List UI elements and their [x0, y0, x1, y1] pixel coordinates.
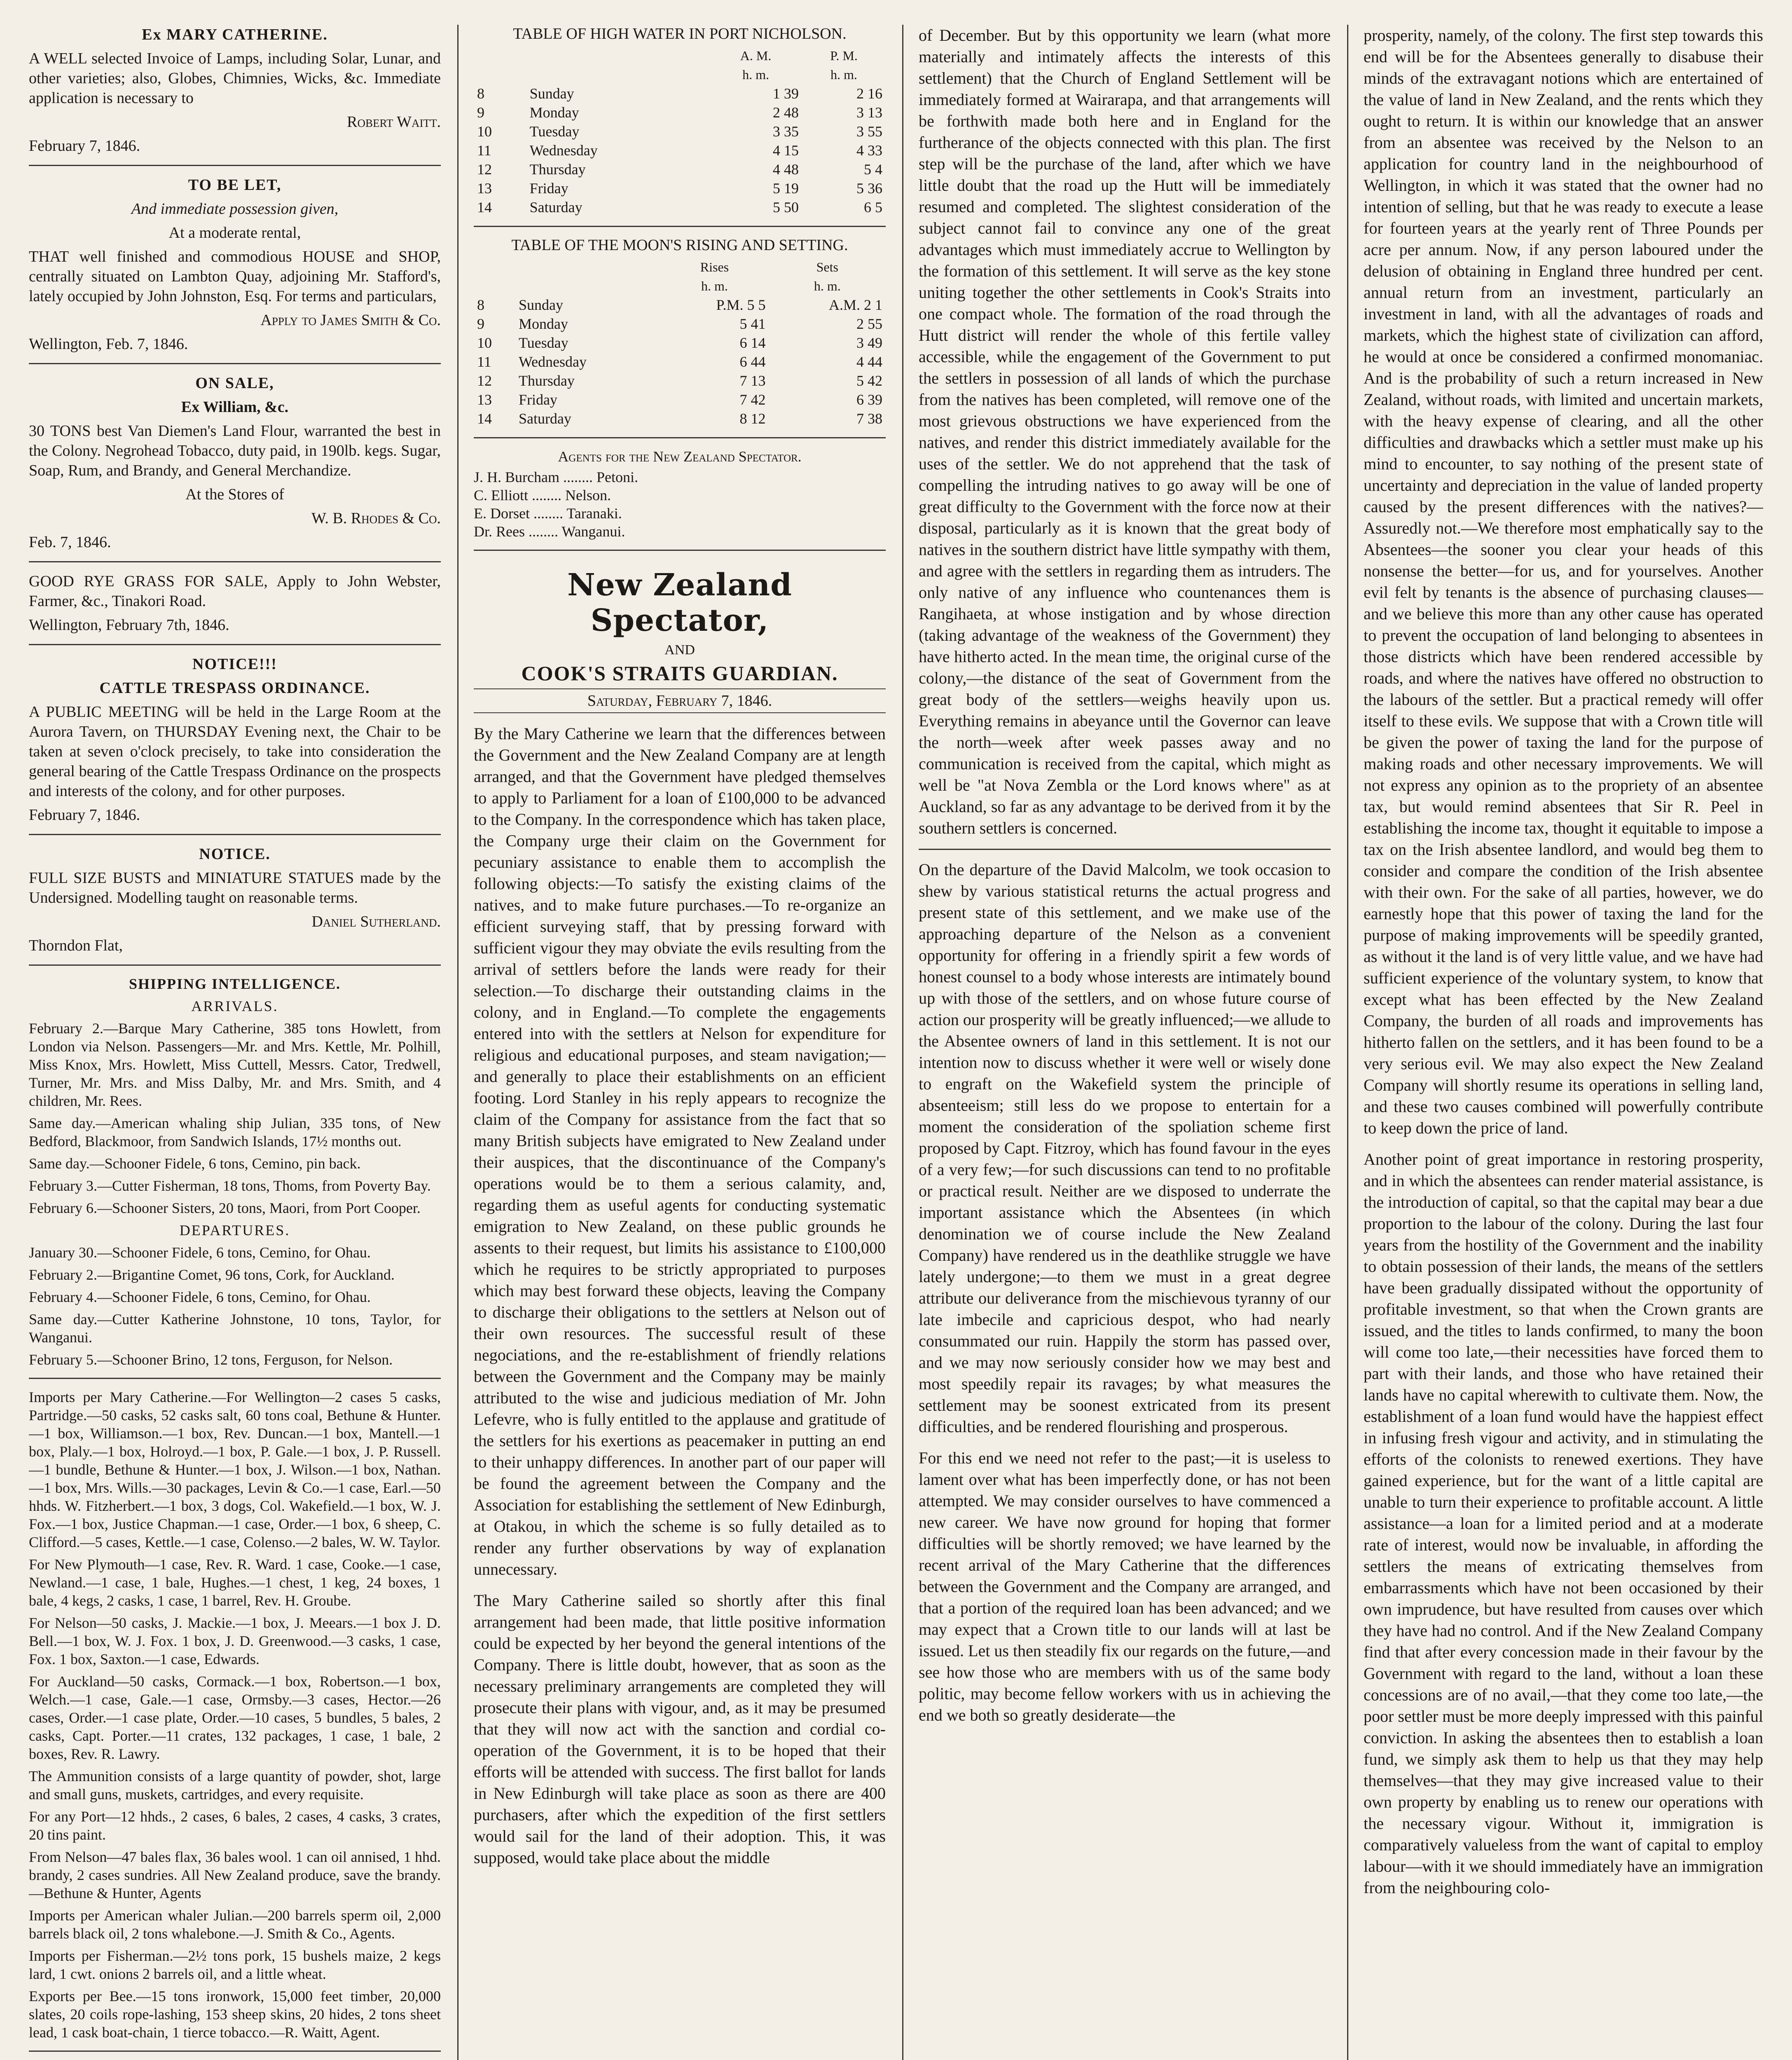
agent-place: Nelson. [565, 487, 611, 503]
ad-sale-subheading: Ex William, &c. [181, 398, 289, 416]
table-row [474, 103, 886, 122]
moon-sets: A.M. 2 1 [828, 297, 882, 313]
column-editorial-3 [1364, 25, 1763, 2060]
tide-unit: h. m. [830, 67, 857, 82]
ad-grass-date: Wellington, February 7th, 1846. [29, 616, 229, 634]
moon-col [515, 258, 660, 276]
tide-day-number: 8 [477, 85, 484, 102]
tide-table-header [474, 46, 886, 65]
divider [29, 165, 441, 166]
tide-pm: 3 13 [856, 104, 882, 121]
table-row [474, 141, 886, 160]
agent-name: E. Dorset [474, 505, 530, 522]
tide-day: Tuesday [529, 123, 580, 140]
list-item: E. Dorset ........ Taranaki. [474, 505, 622, 522]
tide-pm: 4 33 [856, 142, 882, 159]
masthead-and: AND [664, 642, 695, 658]
editorial-paragraph: By the Mary Catherine we learn that the differences between the Government and the New Zealand Company are at length arranged, and that the Government have pledged themselves to apply to Parliament for a loan of £100,000 to be advanced to the Company. In the correspondence which has taken place, the Company urge their claim on the Government for pecuniary assistance to enable them to accomplish the following objects:—To satisfy the existing claims of the natives, and to make future purchases.—To re-organize an efficient surveying staff, that by pressing forward with sufficient vigour they may obviate the evils resulting from the arrival of settlers before the lands were ready for their selection.—To discharge their outstanding claims in the colony, and in England.—To complete the engagements entered into with the settlers at Nelson for expenditure for religious and educational purposes, and steam navigation;—and generally to place their establishments on an efficient footing. Lord Stanley in his reply appears to recognize the claim of the Company for assistance from the fact that so many British subjects have emigrated to New Zealand under their auspices, that the discontinuance of the Company's operations would be to them a serious calamity, and, regarding them as useful agents for conducting systematic emigration to New Zealand, on these public grounds he assents to their request, but limits his assistance to £100,000 which he requires to be strictly appropriated to purposes which may best forward these objects, leaving the Company to discharge their obligations to the settlers at Nelson out of their own resources. The successful result of these negociations, and the re-establishment of friendly relations between the Government and the Company may be mainly attributed to the wise and judicious mediation of Mr. John Lefevre, who is fully entitled to the applause and gratitude of the settlers for his exertions as peacemaker in putting an end to their unhappy differences. In another part of our paper will be found the agreement between the Company and the Association for establishing the settlement of New Edinburgh, at Otakou, in which the scheme is so fully detailed as to render any further observations by way of explanation unnecessary. [474, 724, 886, 1578]
tide-pm: 5 36 [856, 180, 882, 197]
moon-col: Rises [700, 260, 729, 274]
agent-place: Wanganui. [561, 523, 625, 540]
moon-table-units [474, 276, 886, 295]
ad-catherine-text: A WELL selected Invoice of Lamps, including Solar, Lunar, and other varieties; also, Globes, Chimnies, Wicks, &c. Immediate application is necessary to [29, 50, 441, 107]
ad-cattle-text: A PUBLIC MEETING will be held in the Large Room at the Aurora Tavern, on THURSDAY Evening next, the Chair to be taken at seven o'clock precisely, to take into consideration the general bearing of the Cattle Trespass Ordinance on the prospects and interests of the colony, and for other purposes. [29, 703, 441, 800]
moon-sets: 4 44 [856, 353, 882, 370]
table-row [474, 122, 886, 141]
exports-entry: Exports per Bee.—15 tons ironwork, 15,000 feet timber, 20,000 slates, 20 coils rope-lashing, 153 sheep skins, 20 hides, 2 tons sheet lead, 1 cask boat-chain, 1 tierce tobacco.—R. Waitt, Agent. [29, 1988, 441, 2041]
moon-day-number: 14 [477, 410, 492, 427]
ad-let-rent: At a moderate rental, [168, 224, 301, 241]
ad-sale-heading: ON SALE, [195, 375, 274, 392]
list-item: J. H. Burcham ........ Petoni. [474, 469, 638, 485]
moon-day: Saturday [518, 410, 571, 427]
agent-name: C. Elliott [474, 487, 529, 503]
tide-am: 4 48 [772, 161, 799, 178]
moon-day-number: 12 [477, 372, 492, 389]
divider [919, 849, 1331, 850]
moon-rises: P.M. 5 5 [716, 297, 766, 313]
moon-rises: 6 14 [739, 335, 766, 351]
tide-am: 5 19 [772, 180, 799, 197]
ad-sale-signature: W. B. Rhodes & Co. [311, 510, 441, 527]
moon-rises: 6 44 [739, 353, 766, 370]
tide-table-heading: TABLE OF HIGH WATER IN PORT NICHOLSON. [513, 25, 847, 42]
moon-sets: 7 38 [856, 410, 882, 427]
moon-unit [474, 276, 515, 295]
table-row [474, 390, 886, 409]
agents-list [474, 447, 886, 541]
tide-col [474, 46, 526, 65]
imports-entry: For New Plymouth—1 case, Rev. R. Ward. 1 case, Cooke.—1 case, Newland.—1 case, 1 bale, Hughes.—1 chest, 1 keg, 24 boxes, 1 bale, 4 kegs, 2 casks, 1 case, 1 barrel, Rev. H. Groube. [29, 1556, 441, 1609]
tide-am: 4 15 [772, 142, 799, 159]
moon-unit [515, 276, 660, 295]
imports-entry: For any Port—12 hhds., 2 cases, 6 bales, 2 cases, 4 casks, 3 crates, 20 tins paint. [29, 1808, 441, 1843]
moon-day-number: 9 [477, 316, 484, 332]
table-row [474, 409, 886, 428]
table-row [474, 179, 886, 198]
shipping-section [29, 975, 441, 2060]
departures-heading: DEPARTURES. [179, 1222, 290, 1238]
moon-sets: 3 49 [856, 335, 882, 351]
tide-pm: 5 4 [864, 161, 882, 178]
tide-day: Saturday [529, 199, 583, 215]
table-row [474, 371, 886, 390]
ad-busts-text: FULL SIZE BUSTS and MINIATURE STATUES made by the Undersigned. Modelling taught on reasonable terms. [29, 869, 441, 906]
moon-day: Thursday [518, 372, 575, 389]
moon-unit: h. m. [701, 279, 728, 293]
tide-unit: h. m. [742, 67, 769, 82]
ad-busts-signature: Daniel Sutherland. [311, 913, 441, 930]
tide-col: A. M. [740, 48, 772, 63]
divider [29, 644, 441, 645]
arrival-entry: February 6.—Schooner Sisters, 20 tons, Maori, from Port Cooper. [29, 1200, 421, 1216]
ad-let-subheading: And immediate possession given, [131, 200, 339, 218]
ad-notice2-heading: NOTICE. [199, 845, 271, 863]
editorial-paragraph: of December. But by this opportunity we learn (what more materially and intimately affects the interests of this settlement) that the Church of England Settlement will be immediately formed at Wairarapa, and that arrangements will be forthwith made both here and in England for the furtherance of the objects connected with this plan. The first step will be the purchase of the land, after which we have little doubt that the road up the Hutt will be immediately resumed and completed. The slightest consideration of the subject cannot fail to convince any one of the great advantages which must immediately accrue to Wellington by the formation of this settlement. It will serve as the key stone uniting together the other settlements in Cook's Straits into one compact whole. The formation of the road through the Hutt district will render the whole of this fertile valley accessible, while the engagement of the Government to put the settlers in possession of all lands of which the purchase from the natives has been completed, will remove one of the most grievous obstructions we have experienced from the natives, and render this district immediately available for the uses of the settler. We do not apprehend that the task of compelling the intruding natives to go away will be one of great difficulty to the Government with the force now at their disposal, particularly as it is known that the great body of natives in the southern district have little sympathy with them, and agree with the settlers in regarding them as intruders. The only native of any influence who countenances them is Rangihaeta, at whose instigation and by whose direction (taking advantage of the weakness of the Government) they have hitherto acted. In the mean time, the original curse of the colony,—the distance of the seat of Government from the great body of the settlers—weighs heavily upon us. Everything remains in abeyance until the Governor can leave the north—week after week passes away and no communication is received from the capital, which might as well be "at Nova Zembla or the Lord knows where" as at Auckland, so far as any advantage to be derived from it by the southern settlers is concerned. [919, 26, 1331, 837]
divider [29, 2051, 441, 2052]
moon-day-number: 8 [477, 297, 484, 313]
moon-day-number: 13 [477, 391, 492, 408]
masthead-subtitle: COOK'S STRAITS GUARDIAN. [521, 662, 838, 685]
tide-pm: 2 16 [856, 85, 882, 102]
tide-day: Monday [529, 104, 579, 121]
divider [29, 561, 441, 562]
tide-pm: 3 55 [856, 123, 882, 140]
moon-sets: 5 42 [856, 372, 882, 389]
arrival-entry: February 3.—Cutter Fisherman, 18 tons, Thoms, from Poverty Bay. [29, 1177, 431, 1194]
ad-catherine-heading: Ex MARY CATHERINE. [142, 26, 328, 43]
moon-day: Wednesday [518, 353, 587, 370]
ad-catherine-signature: Robert Waitt. [347, 113, 441, 131]
departure-entry: February 2.—Brigantine Comet, 96 tons, Cork, for Auckland. [29, 1266, 395, 1283]
ad-let-date: Wellington, Feb. 7, 1846. [29, 335, 188, 353]
tide-am: 5 50 [772, 199, 799, 215]
imports-entry: Imports per American whaler Julian.—200 barrels sperm oil, 2,000 barrels black oil, 2 tons whalebone.—J. Smith & Co., Agents. [29, 1907, 441, 1942]
imports-entry: For Nelson—50 casks, J. Mackie.—1 box, J. Meears.—1 box J. D. Bell.—1 box, W. J. Fox. 1 box, J. D. Greenwood.—3 casks, 1 case, Fox. 1 box, Saxton.—1 case, Edwards. [29, 1615, 441, 1667]
tide-pm: 6 5 [864, 199, 882, 215]
agent-place: Petoni. [596, 469, 638, 485]
divider [29, 834, 441, 835]
tide-table [474, 46, 886, 217]
divider [474, 226, 886, 227]
column-rule [902, 25, 903, 2060]
imports-entry: Imports per Mary Catherine.—For Wellington—2 cases 5 casks, Partridge.—50 casks, 52 casks salt, 60 tons coal, Bethune & Hunter.—1 box, Williamson.—1 box, Rev. Duncan.—1 box, Mantell.—1 box, Plaly.—1 box, Holroyd.—1 box, P. Gale.—1 box, J. P. Russell.—1 bundle, Bethune & Hunter.—1 box, J. Wilson.—1 box, Nathan.—1 box, Mrs. Wills.—30 packages, Levin & Co.—1 case, Earl.—50 hhds. W. Fitzherbert.—1 box, 3 dogs, Col. Wakefield.—1 box, W. J. Fox.—1 box, Justice Chapman.—1 case, Order.—1 box, 6 sheep, C. Clifford.—5 cases, Kettle.—1 case, Colenso.—2 bales, W. W. Taylor. [29, 1389, 441, 1550]
arrival-entry: Same day.—American whaling ship Julian, 335 tons, of New Bedford, Blackmoor, from Sandwich Islands, 17½ months out. [29, 1115, 441, 1149]
moon-rises: 8 12 [739, 410, 766, 427]
table-row [474, 198, 886, 217]
editorial-paragraph: prosperity, namely, of the colony. The first step towards this end will be for the Absentees generally to disabuse their minds of the extravagant notions which are entertained of the value of land in New Zealand, and the rents which they ought to return. It is within our knowledge that an answer from an absentee was received by the Nelson to an application for country land in the neighbourhood of Wellington, in which it was stated that the owner had no intention of selling, but that he was ready to execute a lease for fourteen years at the yearly rent of Three Pounds per acre per annum. Now, if any person laboured under the delusion of obtaining in England three hundred per cent. annual return from an investment, particularly an investment in land, with all the advantages of roads and markets, which the highest state of civilization can afford, he would at once be considered a confirmed monomaniac. And is the probability of such a return increased in New Zealand, without roads, with limited and uncertain markets, with the heavy expense of clearing, and all the other difficulties and drawbacks which a settler must make up his mind to encounter, to say nothing of the present state of uncertainty and depreciation in the value of landed property caused by the present differences with the natives?—Assuredly not.—We therefore most emphatically say to the Absentees—the sooner you clear your heads of this nonsense the better—for us, and for yourselves. Another evil felt by tenants is the absence of purchasing clauses—and we believe this more than any other cause has operated to prevent the occupation of land belonging to absentees in those districts which have been rendered accessible by roads, and where the natives have offered no obstruction to the labours of the settler. But a practical remedy will offer itself to these evils. We suppose that with a Crown title will be given the power of taxing the land for the purpose of making roads and other necessary improvements. We will not express any opinion as to the propriety of an absentee tax, but would remind absentees that Sir R. Peel in establishing the income tax, thought it equitable to impose a tax on the Irish absentee landlord, and would beg them to consider and compare the condition of the Irish absentee with their own. For the sake of all parties, however, we do earnestly hope that this power of taxing the land for the purpose of making improvements will be speedily granted, as without it the land is of very little value, and we have had sufficient experience of the voluntary system, to know that except what has been effected by the New Zealand Company, the burden of all roads and improvements has hitherto fallen on the settlers, and it has been found to be a very serious evil. We may also expect the New Zealand Company will shortly resume its operations in selling land, and these two causes combined will powerfully contribute to keep down the price of land. [1364, 26, 1763, 1137]
ad-cattle-date: February 7, 1846. [29, 806, 140, 824]
moon-day-number: 11 [477, 353, 491, 370]
divider [474, 437, 886, 438]
column-editorial-2 [919, 25, 1331, 2060]
moon-day: Sunday [518, 297, 563, 313]
moon-rises: 7 42 [739, 391, 766, 408]
editorial-paragraph: For this end we need not refer to the past;—it is useless to lament over what has been imperfectly done, or has not been attempted. We may consider ourselves to have commenced a new career. We have now ground for hoping that former difficulties will be shortly removed; we have learned by the recent arrival of the Mary Catherine that the differences between the Government and the Company are arranged, and that a portion of the required loan has been advanced; and we may expect that a Crown title to our lands will at last be issued. Let us then steadily fix our regards on the future,—and see how those who are members with us of the same body politic, may become fellow workers with us in achieving the end we both so greatly desiderate—the [919, 1449, 1331, 1724]
table-row [474, 295, 886, 314]
tide-am: 2 48 [772, 104, 799, 121]
shipping-heading: SHIPPING INTELLIGENCE. [129, 976, 341, 992]
moon-day: Tuesday [518, 335, 568, 351]
moon-day: Friday [518, 391, 557, 408]
editorial-paragraph: On the departure of the David Malcolm, we took occasion to shew by various statistical returns the actual progress and present state of this settlement, and we make use of the approaching departure of the Nelson as a convenient opportunity for offering in a friendly spirit a few words of honest counsel to a body whose interests are intimately bound up with those of the settlers, and on whose future course of action our prosperity will be greatly influenced;—we allude to the Absentee owners of land in this settlement. It is not our intention now to discuss whether it were well or wisely done to engraft on the Wakefield system the principle of absenteeism; still less do we propose to entertain for a moment the consideration of the spoliation scheme first proposed by Capt. Fitzroy, which has found favour in the eyes of a very few;—for such discussions can tend to no profitable or practical result. Neither are we disposed to underrate the important assistance which the Absentees (in which denomination we of course include the New Zealand Company) have rendered us in the deathlike struggle we have lately undergone;—to them we must in a great degree attribute our deliverance from the mischievous tyranny of our late imbecile and capricious despot, who had nearly consummated our ruin. Happily the storm has passed over, and we may now seriously consider how we may best and most speedily repair its ravages; by what measures the settlement may be soonest extricated from its present difficulties, and be rendered flourishing and prosperous. [919, 860, 1331, 1436]
issue-date: Saturday, February 7, 1846. [474, 688, 886, 713]
ad-grass-text: GOOD RYE GRASS FOR SALE, Apply to John Webster, Farmer, &c., Tinakori Road. [29, 573, 441, 610]
table-row [474, 333, 886, 352]
divider [29, 964, 441, 966]
departure-entry: February 5.—Schooner Brino, 12 tons, Ferguson, for Nelson. [29, 1351, 393, 1368]
tide-am: 1 39 [772, 85, 799, 102]
tide-day-number: 10 [477, 123, 492, 140]
departure-entry: January 30.—Schooner Fidele, 6 tons, Cemino, for Ohau. [29, 1244, 371, 1261]
tide-unit [474, 65, 526, 84]
agent-name: J. H. Burcham [474, 469, 559, 485]
imports-entry: Imports per Fisherman.—2½ tons pork, 15 bushels maize, 2 kegs lard, 1 cwt. onions 2 barrels oil, and a little wheat. [29, 1948, 441, 1982]
departure-entry: Same day.—Cutter Katherine Johnstone, 10 tons, Taylor, for Wanganui. [29, 1311, 441, 1346]
moon-sets: 6 39 [856, 391, 882, 408]
agent-name: Dr. Rees [474, 523, 525, 540]
tide-day: Wednesday [529, 142, 598, 159]
arrival-entry: February 2.—Barque Mary Catherine, 385 tons Howlett, from London via Nelson. Passengers—Mr. and Mrs. Kettle, Mr. Polhill, Miss Knox, Mrs. Howlett, Miss Cuttell, Messrs. Cator, Tredwell, Turner, Mr. Mrs. and Miss Dalby, Mr. and Mrs. Smith, and 4 children, Mr. Rees. [29, 1020, 441, 1109]
list-item: Dr. Rees ........ Wanganui. [474, 523, 625, 540]
moon-rises: 7 13 [739, 372, 766, 389]
ad-sale-date: Feb. 7, 1846. [29, 534, 111, 551]
moon-table [474, 258, 886, 428]
moon-col [474, 258, 515, 276]
ad-sale-stores: At the Stores of [185, 486, 284, 503]
column-editorial-1 [474, 25, 886, 2060]
column-advertisements [29, 25, 441, 2060]
ad-cattle-heading: CATTLE TRESPASS ORDINANCE. [99, 679, 370, 697]
ad-notice-heading: NOTICE!!! [192, 655, 277, 673]
editorial-paragraph: The Mary Catherine sailed so shortly after this final arrangement had been made, that little positive information could be expected by her beyond the general intentions of the Company. There is little doubt, however, that as soon as the necessary preliminary arrangements are completed they will prosecute their plans with vigour, and, as it may be presumed that they will now act with the sanction and cordial co-operation of the Government, it is to be hoped that their efforts will be attended with success. The first ballot for lands in New Edinburgh will take place as soon as there are 400 purchasers, after which the expedition of the first settlers would sail for the land of their adoption. This, it was supposed, would take place about the middle [474, 1591, 886, 1867]
table-row [474, 160, 886, 179]
tide-am: 3 35 [772, 123, 799, 140]
ad-let-apply: Apply to James Smith & Co. [260, 311, 441, 329]
moon-col: Sets [816, 260, 838, 274]
divider [474, 550, 886, 551]
ad-let-text: THAT well finished and commodious HOUSE and SHOP, centrally situated on Lambton Quay, adjoining Mr. Stafford's, lately occupied by John Johnston, Esq. For terms and particulars, [29, 248, 441, 305]
moon-day-number: 10 [477, 335, 492, 351]
imports-entry: The Ammunition consists of a large quantity of powder, shot, large and small guns, muskets, cartridges, and every requisite. [29, 1768, 441, 1802]
editorial-paragraph: Another point of great importance in restoring prosperity, and in which the absentees can render material assistance, is the introduction of capital, so that the capital may bear a due proportion to the labour of the colony. During the last four years from the hostility of the Government and the inability to obtain possession of their lands, the means of the settlers have been gradually dissipated without the opportunity of profitable investment, so that when the Crown grants are issued, and the titles to lands confirmed, to many the boon will come too late,—their necessities have forced them to part with their lands, and those who have retained their lands have no capital wherewith to cultivate them. Now, the establishment of a loan fund would have the happiest effect in infusing fresh vigour and activity, and in stimulating the efforts of the colonists to renewed exertions. They have gained experience, but for the want of a little capital are unable to turn their experience to profitable account. A little assistance—a loan for a limited period and at a moderate rate of interest, would now be invaluable, in affording the settlers the means of extricating themselves from embarrassments which have not been occasioned by their own imprudence, but have resulted from causes over which they have had no control. And if the New Zealand Company find that after every concession made in their favour by the Government with regard to the land, without a loan these concessions are of no avail,—that they come too late,—the poor settler must be more deeply impressed with this painful conviction. In asking the absentees then to establish a loan fund, we simply ask them to help us that they may help themselves—that they may give increased value to their own property by enabling us to renew our operations with the necessary vigour. Without it, immigration is comparatively valueless from the want of capital to employ labour—with it we should immediately have an immigration from the neighbouring colo- [1364, 1150, 1763, 1897]
moon-day: Monday [518, 316, 568, 332]
column-rule [1347, 25, 1348, 2060]
newspaper-page [29, 25, 1763, 2060]
tide-day: Friday [529, 180, 568, 197]
table-row [474, 314, 886, 333]
ad-catherine-date: February 7, 1846. [29, 137, 140, 154]
divider [29, 363, 441, 364]
tide-day-number: 12 [477, 161, 492, 178]
ad-busts-place: Thorndon Flat, [29, 937, 123, 954]
tide-unit [526, 65, 709, 84]
imports-entry: From Nelson—47 bales flax, 36 bales wool. 1 can oil annised, 1 hhd. brandy, 2 cases sundries. All New Zealand produce, save the brandy.—Bethune & Hunter, Agents [29, 1849, 441, 1901]
newspaper-masthead: New Zealand Spectator, [567, 567, 792, 638]
tide-table-units [474, 65, 886, 84]
tide-day-number: 13 [477, 180, 492, 197]
departure-entry: February 4.—Schooner Fidele, 6 tons, Cemino, for Ohau. [29, 1289, 371, 1305]
column-rule [457, 25, 459, 2060]
table-row [474, 352, 886, 371]
moon-unit: h. m. [814, 279, 841, 293]
list-item: C. Elliott ........ Nelson. [474, 487, 611, 503]
moon-sets: 2 55 [856, 316, 882, 332]
ad-let-heading: TO BE LET, [188, 176, 282, 194]
imports-entry: For Auckland—50 casks, Cormack.—1 box, Robertson.—1 box, Welch.—1 case, Gale.—1 case, Ormsby.—3 cases, Hector.—26 cases, Order.—1 case plate, Order.—10 cases, 5 bundles, 5 bales, 2 casks, Capt. Porter.—11 crates, 132 packages, 1 case, 1 bale, 2 boxes, Rev. R. Lawry. [29, 1673, 441, 1762]
ad-sale-text: 30 TONS best Van Diemen's Land Flour, warranted the best in the Colony. Negrohead Tobacco, duty paid, in 190lb. kegs. Sugar, Soap, Rum, and Brandy, and General Merchandize. [29, 422, 441, 479]
agent-place: Taranaki. [566, 505, 622, 522]
tide-col: P. M. [830, 48, 858, 63]
tide-day: Thursday [529, 161, 586, 178]
divider [29, 1378, 441, 1379]
agents-heading: Agents for the New Zealand Spectator. [558, 448, 802, 465]
moon-table-heading: TABLE OF THE MOON'S RISING AND SETTING. [511, 236, 848, 254]
table-row [474, 84, 886, 103]
tide-day-number: 11 [477, 142, 491, 159]
tide-day: Sunday [529, 85, 574, 102]
moon-table-header [474, 258, 886, 276]
tide-day-number: 14 [477, 199, 492, 215]
tide-day-number: 9 [477, 104, 484, 121]
tide-col [526, 46, 709, 65]
arrival-entry: Same day.—Schooner Fidele, 6 tons, Cemino, pin back. [29, 1155, 361, 1172]
moon-rises: 5 41 [739, 316, 766, 332]
arrivals-heading: ARRIVALS. [191, 998, 278, 1014]
